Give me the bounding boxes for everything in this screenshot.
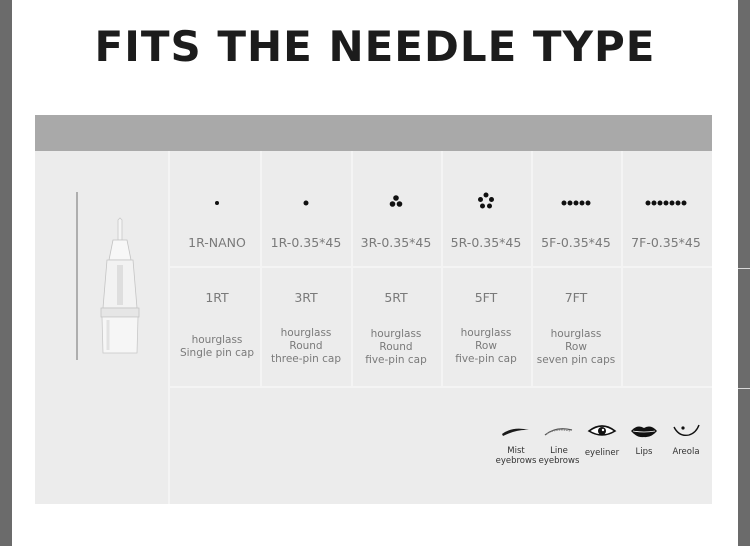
needle-code: 1R-NANO: [188, 235, 246, 250]
needle-code: 5R-0.35*45: [450, 235, 522, 250]
cap-desc-line: Round: [379, 341, 413, 353]
cap-code: 5RT: [384, 290, 408, 305]
panel-header-bar: [35, 115, 712, 151]
cap-desc-line: hourglass: [460, 327, 512, 339]
grid-divider: [621, 151, 623, 386]
cap-code: 3RT: [294, 290, 318, 305]
right-frame-border: [738, 0, 750, 546]
areola-icon: [671, 421, 701, 439]
application-label: eyebrows: [538, 456, 580, 466]
cap-description: [441, 327, 531, 366]
cap-desc-line: Round: [289, 340, 323, 352]
eye-icon: [587, 422, 617, 440]
needle-dot-pattern-3r: [351, 191, 441, 213]
lips-icon: [629, 423, 659, 439]
application-label: Mist: [507, 446, 525, 456]
cap-description: [172, 334, 262, 360]
cap-desc-line: seven pin caps: [536, 354, 616, 366]
line-eyebrow-icon: [542, 424, 576, 438]
left-frame-border: [0, 0, 12, 546]
cap-description: [261, 327, 351, 366]
needle-code: 5F-0.35*45: [541, 235, 611, 250]
cap-code: 5FT: [474, 290, 498, 305]
cap-desc-line: hourglass: [370, 328, 422, 340]
needle-code: 3R-0.35*45: [360, 235, 432, 250]
needle-code: 7F-0.35*45: [631, 235, 701, 250]
needle-dot-pattern-5f: [531, 193, 621, 213]
cap-description: [531, 328, 621, 367]
cap-desc-line: Single pin cap: [179, 347, 255, 359]
needle-dot-pattern-5r: [441, 190, 531, 214]
grid-divider: [168, 386, 712, 388]
cap-code: 7FT: [564, 290, 588, 305]
needle-dot-pattern-7f: [621, 193, 711, 213]
cap-desc-line: five-pin cap: [455, 353, 517, 365]
page-title: FITS THE NEEDLE TYPE: [94, 22, 656, 71]
frame-tick: [738, 388, 750, 389]
application-areola: [661, 421, 711, 457]
frame-tick: [738, 268, 750, 269]
grid-divider: [168, 151, 170, 504]
needle-dot-pattern-1r-nano: [172, 193, 262, 213]
needle-dot-pattern-1r: [261, 193, 351, 213]
cap-desc-line: hourglass: [550, 328, 602, 340]
application-label: eyebrows: [495, 456, 537, 466]
needle-code: 1R-0.35*45: [270, 235, 342, 250]
cap-code: 1RT: [205, 290, 229, 305]
needle-type-panel: [35, 115, 712, 504]
cap-desc-line: Row: [475, 340, 497, 352]
cap-desc-line: five-pin cap: [365, 354, 427, 366]
grid-divider: [168, 266, 712, 268]
application-label: Line: [550, 446, 568, 456]
cap-desc-line: Row: [565, 341, 587, 353]
needle-cartridge-image: [75, 190, 145, 365]
cap-desc-line: hourglass: [191, 334, 243, 346]
application-label: Lips: [635, 447, 653, 457]
cap-description: [351, 328, 441, 367]
cap-desc-line: three-pin cap: [270, 353, 341, 365]
application-label: Areola: [672, 447, 700, 457]
mist-eyebrow-icon: [499, 424, 533, 438]
application-label: eyeliner: [584, 448, 620, 458]
cap-desc-line: hourglass: [280, 327, 332, 339]
